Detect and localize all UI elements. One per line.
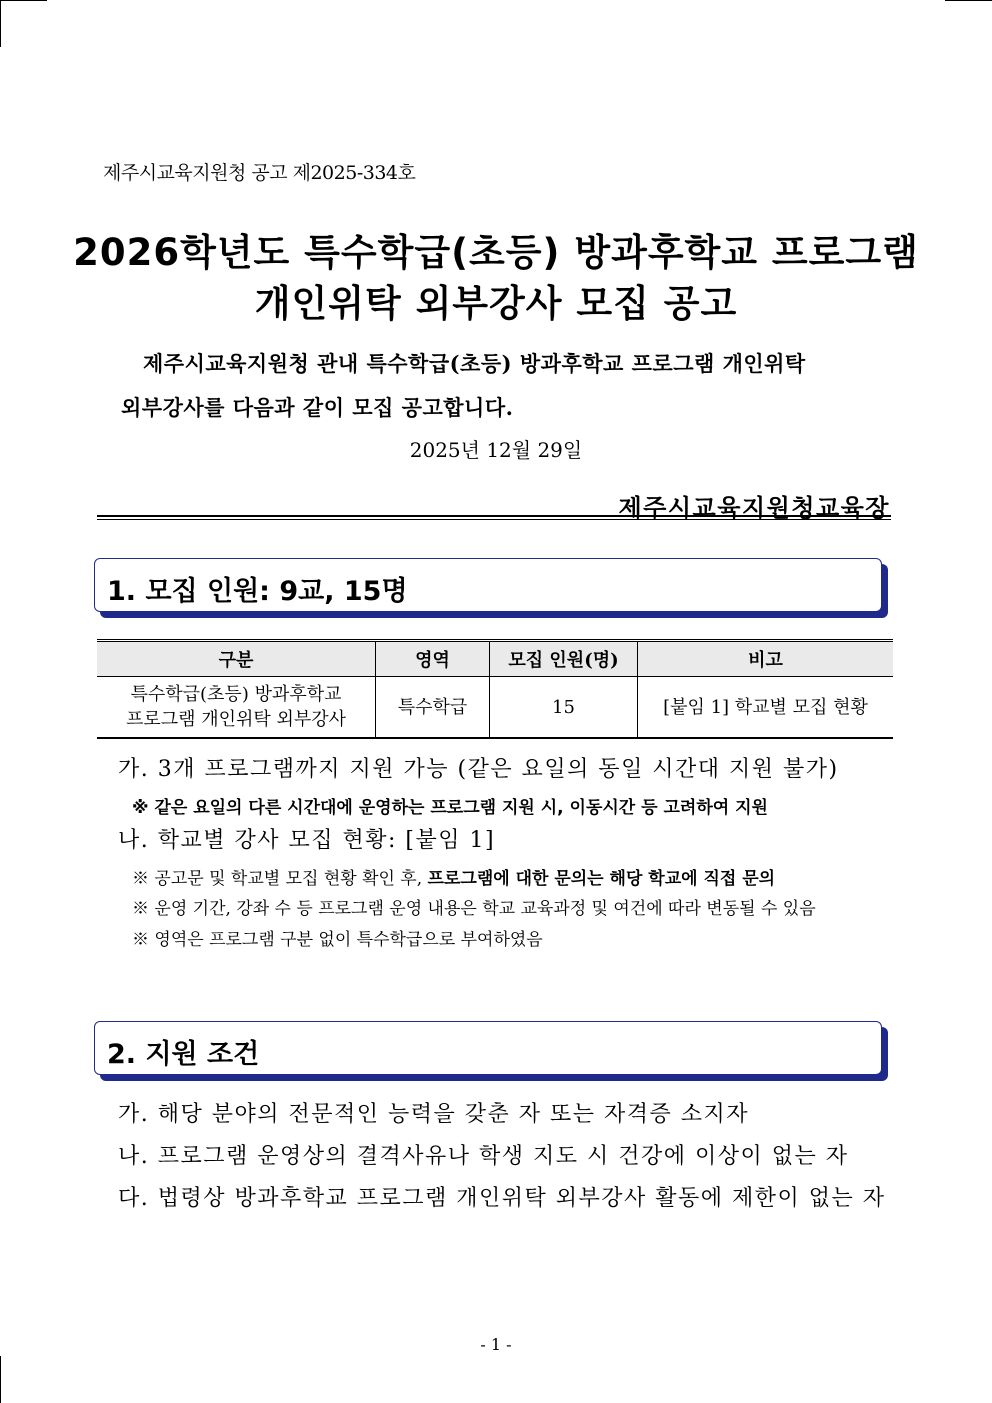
section-2-header	[94, 1021, 882, 1075]
notice-date: 2025년 12월 29일	[409, 438, 583, 462]
section-1-item-b-note-2: ※ 운영 기간, 강좌 수 등 프로그램 운영 내용은 학교 교육과정 및 여건에 따라 변동될 수 있음	[132, 899, 816, 919]
table-header-category: 구분	[97, 641, 376, 677]
page-number: - 1 -	[480, 1335, 512, 1354]
crop-mark-bottom-left-v	[0, 1356, 1, 1403]
section-2-item-c: 다. 법령상 방과후학교 프로그램 개인위탁 외부강사 활동에 제한이 없는 자	[118, 1186, 886, 1211]
note-1-plain: ※ 공고문 및 학교별 모집 현황 확인 후,	[132, 869, 428, 889]
crop-mark-top-left-h	[0, 0, 47, 1]
section-1-header	[94, 558, 882, 612]
table-cell-area: 특수학급	[376, 677, 490, 739]
table-header-row	[97, 641, 893, 677]
table-cell-remark: [붙임 1] 학교별 모집 현황	[638, 677, 894, 739]
signature-rule	[97, 515, 891, 520]
crop-mark-top-right-h	[945, 0, 992, 1]
section-1-item-a-note: ※ 같은 요일의 다른 시간대에 운영하는 프로그램 지원 시, 이동시간 등 고려하여 지원	[132, 798, 768, 818]
title-line-2: 개인위탁 외부강사 모집 공고	[254, 282, 738, 325]
section-1-item-b-note-1	[132, 864, 775, 889]
section-2-item-b: 나. 프로그램 운영상의 결격사유나 학생 지도 시 건강에 이상이 없는 자	[118, 1144, 849, 1169]
table-row	[97, 677, 893, 739]
signature: 제주시교육지원청교육장	[618, 493, 890, 522]
intro-line-2: 외부강사를 다음과 같이 모집 공고합니다.	[121, 395, 514, 420]
crop-mark-top-left-v	[0, 0, 1, 47]
notice-number: 제주시교육지원청 공고 제2025-334호	[103, 162, 416, 184]
section-2-title: 2. 지원 조건	[107, 1039, 260, 1070]
table-header-area: 영역	[376, 641, 490, 677]
table-cell-category	[97, 677, 376, 739]
title-line-1: 2026학년도 특수학급(초등) 방과후학교 프로그램	[73, 231, 919, 274]
section-1-item-a: 가. 3개 프로그램까지 지원 가능 (같은 요일의 동일 시간대 지원 불가)	[118, 757, 839, 782]
section-2-item-a: 가. 해당 분야의 전문적인 능력을 갖춘 자 또는 자격증 소지자	[118, 1102, 749, 1127]
section-1-item-b: 나. 학교별 강사 모집 현황: [붙임 1]	[118, 828, 496, 853]
category-line-1: 특수학급(초등) 방과후학교	[130, 684, 342, 705]
intro-line-1: 제주시교육지원청 관내 특수학급(초등) 방과후학교 프로그램 개인위탁	[143, 351, 806, 376]
section-1-item-b-note-3: ※ 영역은 프로그램 구분 없이 특수학급으로 부여하였음	[132, 930, 543, 950]
table-header-count: 모집 인원(명)	[490, 641, 638, 677]
section-1-title: 1. 모집 인원: 9교, 15명	[107, 576, 408, 607]
recruit-table	[97, 639, 893, 739]
table-header-remark: 비고	[638, 641, 894, 677]
note-1-bold: 프로그램에 대한 문의는 해당 학교에 직접 문의	[427, 869, 776, 889]
table-cell-count: 15	[490, 677, 638, 739]
category-line-2: 프로그램 개인위탁 외부강사	[125, 709, 347, 730]
